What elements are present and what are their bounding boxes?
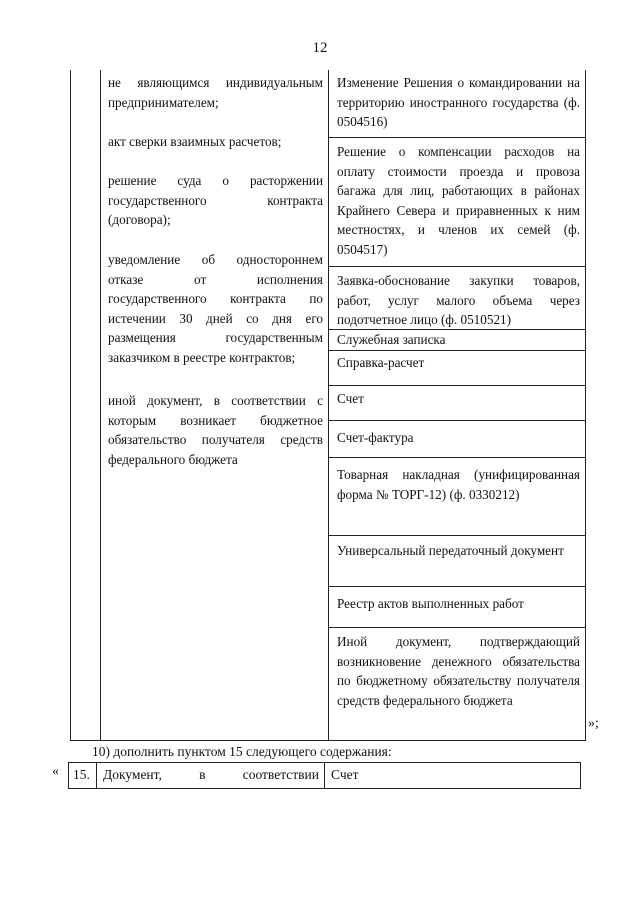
row-separator — [328, 457, 586, 458]
doc-item-other-document: иной документ, в соответствии с которым возникает бюджетное обязательство получателя средств федерального бюджета — [108, 393, 323, 467]
closing-quote: »; — [588, 716, 599, 731]
new-row-divider-1 — [96, 762, 97, 789]
right-cell-waybill: Товарная накладная (унифицированная форма № ТОРГ-12) (ф. 0330212) — [337, 467, 580, 502]
new-row-divider-2 — [324, 762, 325, 789]
right-cell-change-decision: Изменение Решения о командировании на территорию иностранного государства (ф. 0504516) — [337, 75, 580, 129]
row-separator — [328, 586, 586, 587]
table-col-divider-2 — [328, 70, 329, 740]
right-cell-memo: Служебная записка — [337, 332, 446, 347]
new-row-number: 15. — [73, 767, 90, 782]
table-right-border — [585, 70, 586, 740]
table-col-divider-1 — [100, 70, 101, 740]
doc-item-reconciliation-act: акт сверки взаимных расчетов; — [108, 134, 282, 149]
right-cell-calculation: Справка-расчет — [337, 355, 425, 370]
table-left-border — [70, 70, 71, 740]
right-cell-invoice: Счет — [337, 391, 364, 406]
right-cell-purchase-request: Заявка-обоснование закупки товаров, работ, услуг малого объема через подотчетное лицо (ф. 0510521) — [337, 273, 580, 327]
row-separator — [328, 350, 586, 351]
new-row-invoice: Счет — [331, 767, 359, 782]
right-cell-compensation-decision: Решение о компенсации расходов на оплату стоимости проезда и провоза багажа для лиц, работающих в районах Крайнего Севера и приравненных к ним местностях, и членов их семей (ф. 0504517) — [337, 144, 580, 257]
item-10-paragraph: 10) дополнить пунктом 15 следующего содержания: — [92, 744, 392, 759]
right-cell-universal-document: Универсальный передаточный документ — [337, 543, 564, 558]
row-separator — [328, 266, 586, 267]
page-number: 12 — [312, 40, 328, 56]
new-row-left-border — [68, 762, 69, 789]
table-bottom-border — [70, 740, 586, 741]
new-row-right-border — [580, 762, 581, 789]
row-separator — [328, 137, 586, 138]
row-separator — [328, 385, 586, 386]
row-separator — [328, 420, 586, 421]
row-separator — [328, 535, 586, 536]
row-separator — [328, 627, 586, 628]
doc-item-court-decision: решение суда о расторжении государственного контракта (договора); — [108, 173, 323, 227]
doc-item-not-entrepreneur: не являющимся индивидуальным предпринимателем; — [108, 75, 323, 110]
doc-item-unilateral-notice: уведомление об одностороннем отказе от исполнения государственного контракта по истечении 30 дней со дня его размещения государственным заказчиком в реестре контрактов; — [108, 252, 323, 365]
right-cell-tax-invoice: Счет-фактура — [337, 430, 414, 445]
new-row-document: Документ, в соответствии — [103, 767, 319, 782]
right-cell-other-obligation-document: Иной документ, подтверждающий возникновение денежного обязательства по бюджетному обязательству получателя средств федерального бюджета — [337, 634, 580, 708]
opening-quote: « — [52, 764, 59, 779]
right-cell-acts-register: Реестр актов выполненных работ — [337, 596, 524, 611]
